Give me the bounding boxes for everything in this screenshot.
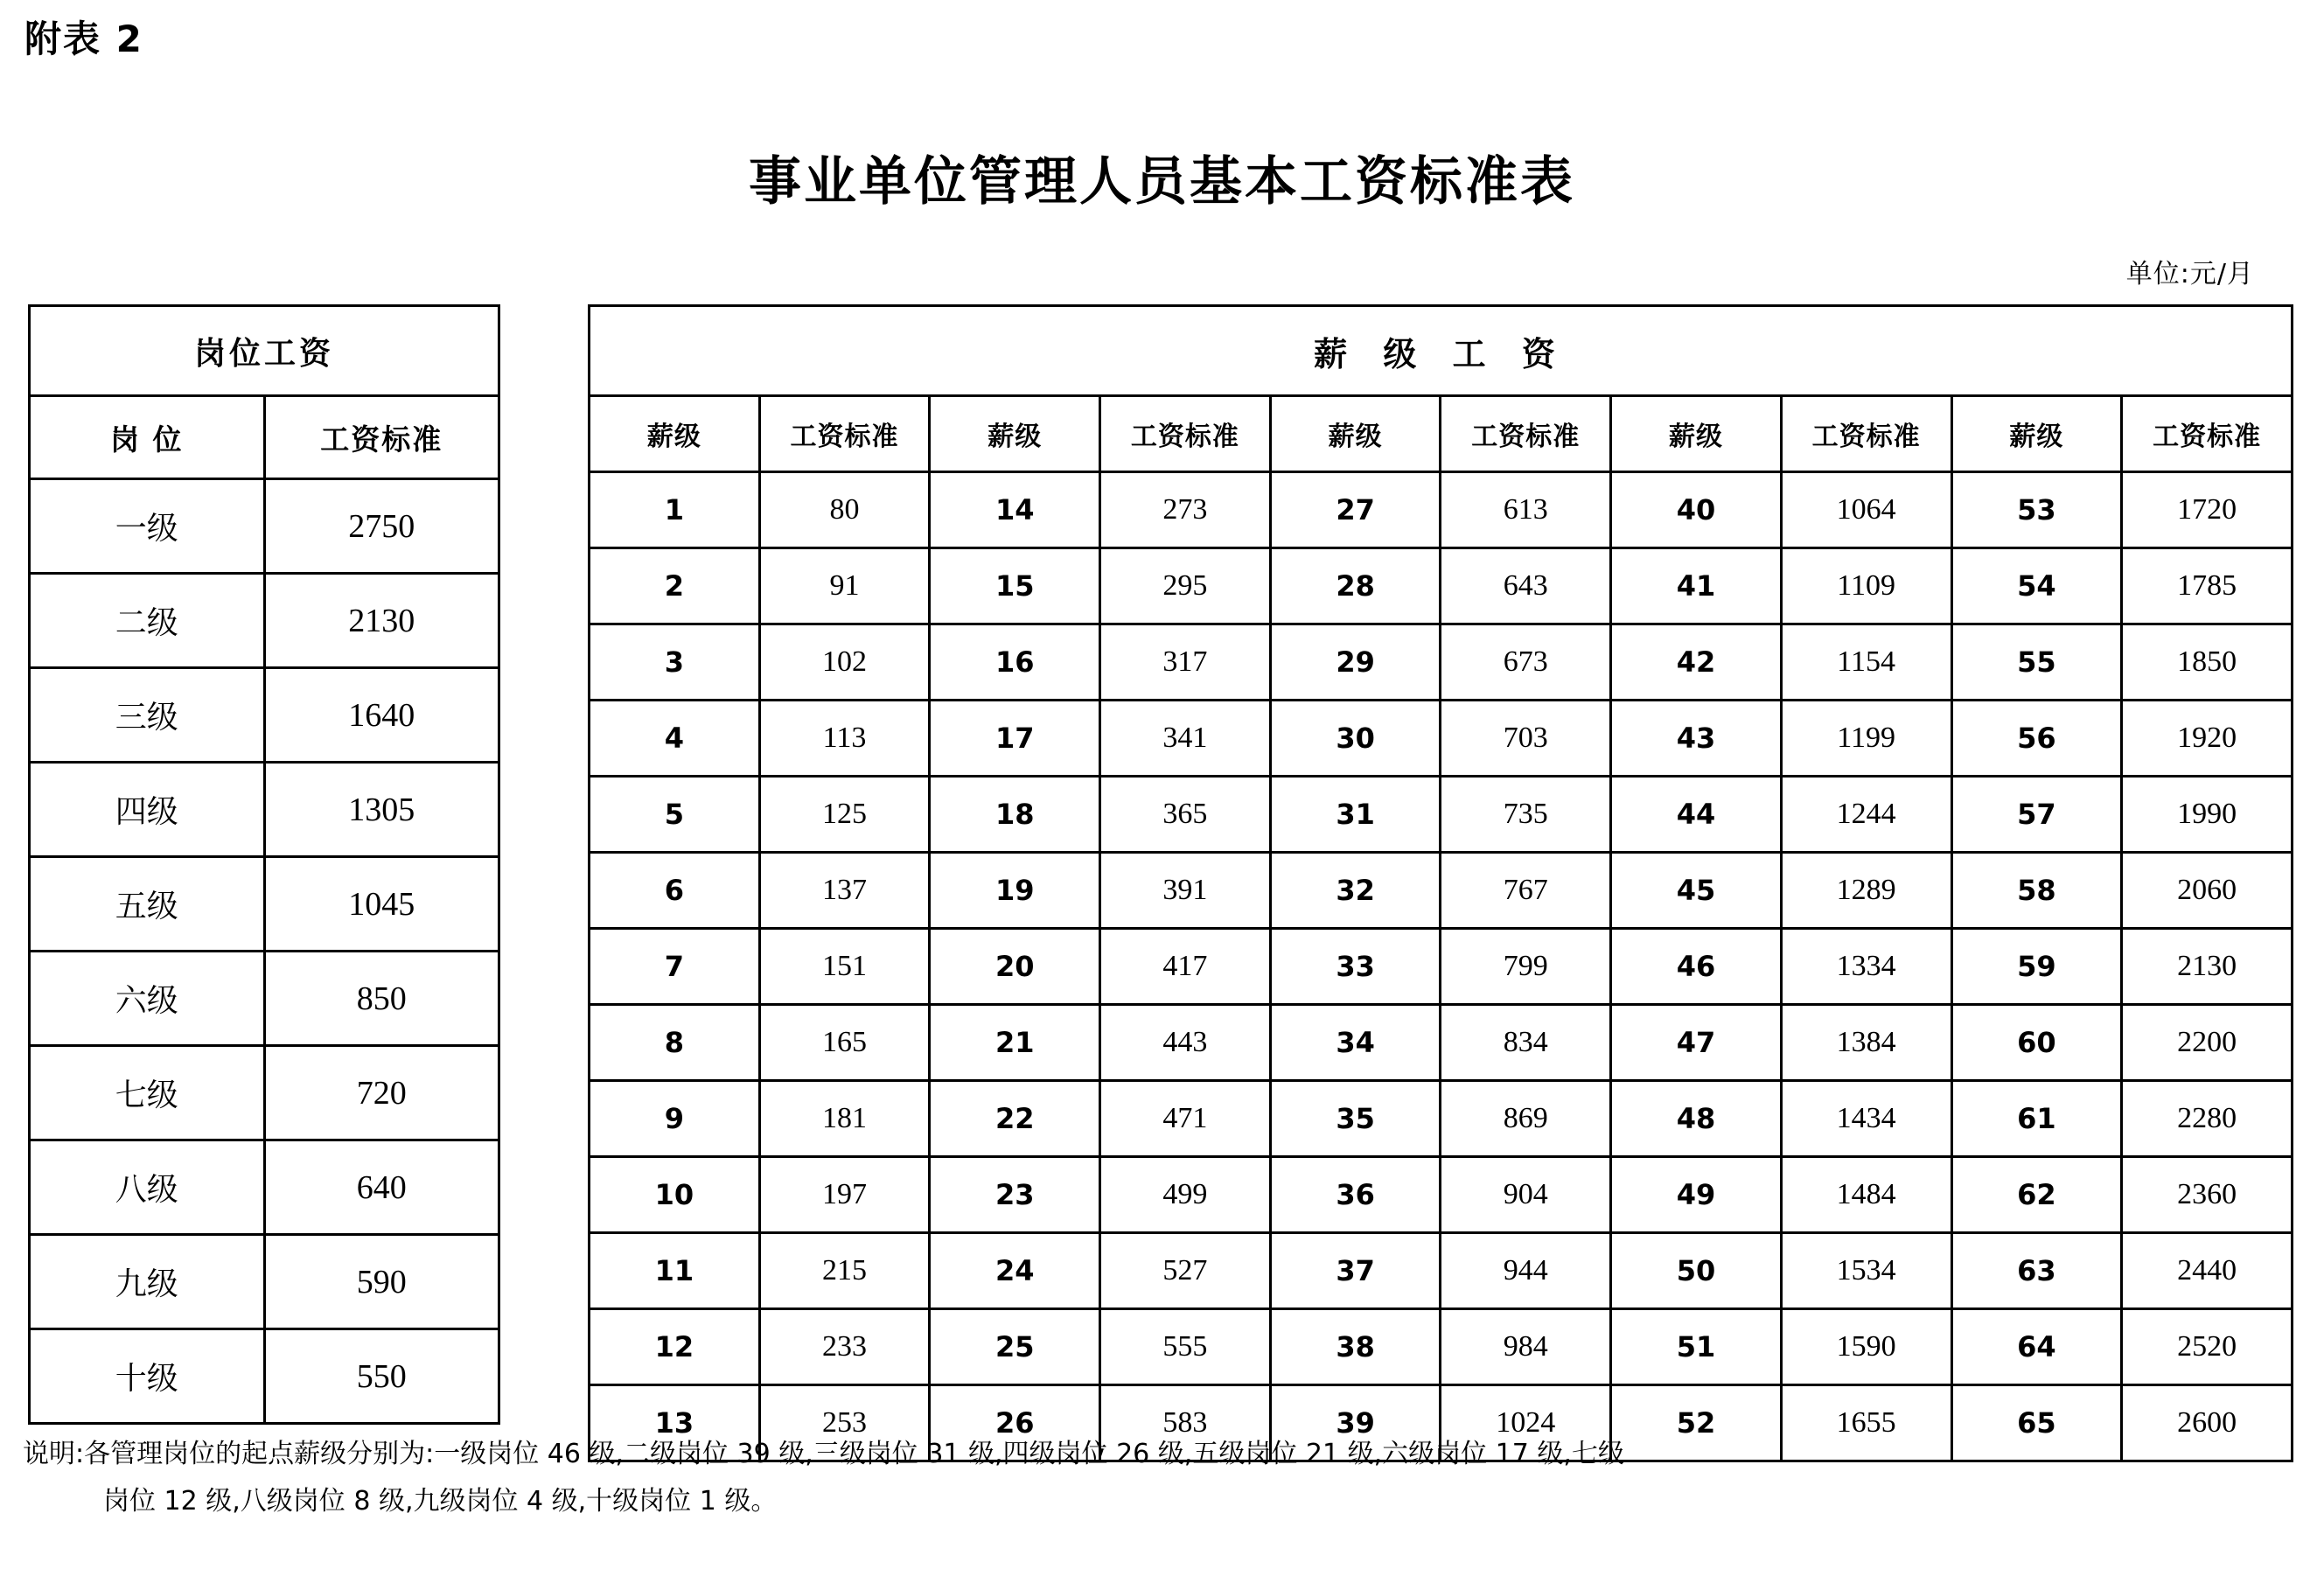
rank-salary-cell: 1244 bbox=[1781, 777, 1951, 853]
table-row bbox=[590, 548, 2293, 624]
post-salary-cell: 2750 bbox=[264, 479, 499, 574]
rank-salary-cell: 443 bbox=[1100, 1005, 1271, 1081]
rank-salary-cell: 181 bbox=[759, 1081, 930, 1157]
rank-grade-cell: 58 bbox=[1951, 853, 2122, 929]
rank-salary-cell: 365 bbox=[1100, 777, 1271, 853]
rank-salary-cell: 317 bbox=[1100, 624, 1271, 701]
rank-table-title-row bbox=[590, 306, 2293, 396]
rank-grade-cell: 32 bbox=[1270, 853, 1441, 929]
rank-salary-cell: 583 bbox=[1100, 1385, 1271, 1461]
table-row bbox=[590, 1233, 2293, 1309]
rank-grade-cell: 50 bbox=[1611, 1233, 1782, 1309]
appendix-label: 附表 2 bbox=[24, 17, 143, 60]
rank-grade-cell: 15 bbox=[930, 548, 1100, 624]
rank-grade-cell: 35 bbox=[1270, 1081, 1441, 1157]
rank-grade-cell: 34 bbox=[1270, 1005, 1441, 1081]
post-salary-cell: 1045 bbox=[264, 857, 499, 952]
rank-salary-cell: 2130 bbox=[2122, 929, 2293, 1005]
table-row bbox=[590, 701, 2293, 777]
table-row bbox=[30, 952, 499, 1046]
table-row bbox=[30, 857, 499, 952]
table-row bbox=[590, 1081, 2293, 1157]
rank-salary-cell: 1154 bbox=[1781, 624, 1951, 701]
rank-grade-cell: 40 bbox=[1611, 472, 1782, 548]
post-salary-cell: 1305 bbox=[264, 763, 499, 857]
rank-grade-cell: 5 bbox=[590, 777, 760, 853]
rank-salary-cell: 2520 bbox=[2122, 1309, 2293, 1385]
rank-grade-cell: 9 bbox=[590, 1081, 760, 1157]
rank-grade-cell: 25 bbox=[930, 1309, 1100, 1385]
rank-salary-cell: 417 bbox=[1100, 929, 1271, 1005]
rank-grade-cell: 16 bbox=[930, 624, 1100, 701]
rank-grade-cell: 41 bbox=[1611, 548, 1782, 624]
table-row bbox=[30, 1329, 499, 1424]
rank-grade-cell: 38 bbox=[1270, 1309, 1441, 1385]
post-level-cell: 八级 bbox=[30, 1140, 265, 1235]
post-level-cell: 一级 bbox=[30, 479, 265, 574]
rank-salary-cell: 2600 bbox=[2122, 1385, 2293, 1461]
rank-grade-cell: 45 bbox=[1611, 853, 1782, 929]
post-salary-table bbox=[28, 304, 500, 1425]
rank-grade-cell: 52 bbox=[1611, 1385, 1782, 1461]
rank-grade-cell: 47 bbox=[1611, 1005, 1782, 1081]
rank-salary-cell: 165 bbox=[759, 1005, 930, 1081]
rank-grade-cell: 31 bbox=[1270, 777, 1441, 853]
rank-salary-cell: 295 bbox=[1100, 548, 1271, 624]
rank-grade-cell: 53 bbox=[1951, 472, 2122, 548]
post-salary-cell: 590 bbox=[264, 1235, 499, 1329]
rank-grade-cell: 36 bbox=[1270, 1157, 1441, 1233]
rank-grade-column-header: 薪级 bbox=[1951, 396, 2122, 472]
rank-salary-cell: 1064 bbox=[1781, 472, 1951, 548]
post-column-header: 岗 位 bbox=[30, 396, 265, 479]
rank-grade-cell: 57 bbox=[1951, 777, 2122, 853]
rank-grade-cell: 65 bbox=[1951, 1385, 2122, 1461]
rank-table-title: 薪 级 工 资 bbox=[590, 306, 2293, 396]
post-salary-cell: 1640 bbox=[264, 668, 499, 763]
footnote-line-1: 说明:各管理岗位的起点薪级分别为:一级岗位 46 级,二级岗位 39 级,三级岗位 31 级,四级岗位 26 级,五级岗位 21 级,六级岗位 17 级,七级 bbox=[23, 1439, 1624, 1469]
rank-salary-cell: 944 bbox=[1441, 1233, 1611, 1309]
rank-salary-table-container bbox=[588, 304, 2293, 1462]
rank-salary-cell: 834 bbox=[1441, 1005, 1611, 1081]
rank-salary-cell: 1024 bbox=[1441, 1385, 1611, 1461]
post-salary-cell: 850 bbox=[264, 952, 499, 1046]
post-table-title-row bbox=[30, 306, 499, 396]
rank-salary-cell: 735 bbox=[1441, 777, 1611, 853]
rank-grade-cell: 63 bbox=[1951, 1233, 2122, 1309]
rank-salary-cell: 125 bbox=[759, 777, 930, 853]
rank-grade-cell: 61 bbox=[1951, 1081, 2122, 1157]
rank-grade-cell: 7 bbox=[590, 929, 760, 1005]
rank-salary-cell: 703 bbox=[1441, 701, 1611, 777]
rank-value-column-header: 工资标准 bbox=[1100, 396, 1271, 472]
rank-grade-cell: 39 bbox=[1270, 1385, 1441, 1461]
rank-salary-cell: 273 bbox=[1100, 472, 1271, 548]
table-row bbox=[590, 1157, 2293, 1233]
rank-grade-cell: 46 bbox=[1611, 929, 1782, 1005]
rank-salary-cell: 1484 bbox=[1781, 1157, 1951, 1233]
rank-value-column-header: 工资标准 bbox=[2122, 396, 2293, 472]
rank-grade-cell: 33 bbox=[1270, 929, 1441, 1005]
rank-grade-cell: 13 bbox=[590, 1385, 760, 1461]
rank-salary-cell: 391 bbox=[1100, 853, 1271, 929]
rank-salary-cell: 253 bbox=[759, 1385, 930, 1461]
rank-grade-cell: 3 bbox=[590, 624, 760, 701]
unit-note: 单位:元/月 bbox=[2125, 259, 2254, 289]
rank-grade-cell: 22 bbox=[930, 1081, 1100, 1157]
post-value-column-header: 工资标准 bbox=[264, 396, 499, 479]
rank-grade-cell: 23 bbox=[930, 1157, 1100, 1233]
rank-salary-cell: 499 bbox=[1100, 1157, 1271, 1233]
rank-grade-cell: 6 bbox=[590, 853, 760, 929]
post-level-cell: 四级 bbox=[30, 763, 265, 857]
rank-salary-cell: 137 bbox=[759, 853, 930, 929]
rank-grade-cell: 64 bbox=[1951, 1309, 2122, 1385]
rank-salary-cell: 1384 bbox=[1781, 1005, 1951, 1081]
rank-salary-cell: 1534 bbox=[1781, 1233, 1951, 1309]
rank-grade-cell: 18 bbox=[930, 777, 1100, 853]
rank-grade-cell: 8 bbox=[590, 1005, 760, 1081]
rank-grade-column-header: 薪级 bbox=[590, 396, 760, 472]
post-level-cell: 九级 bbox=[30, 1235, 265, 1329]
rank-grade-cell: 55 bbox=[1951, 624, 2122, 701]
table-row bbox=[30, 1235, 499, 1329]
rank-salary-cell: 1850 bbox=[2122, 624, 2293, 701]
rank-salary-cell: 341 bbox=[1100, 701, 1271, 777]
rank-salary-cell: 1199 bbox=[1781, 701, 1951, 777]
table-row bbox=[590, 853, 2293, 929]
post-level-cell: 三级 bbox=[30, 668, 265, 763]
rank-grade-cell: 28 bbox=[1270, 548, 1441, 624]
rank-salary-cell: 233 bbox=[759, 1309, 930, 1385]
table-row bbox=[590, 1309, 2293, 1385]
rank-salary-cell: 2060 bbox=[2122, 853, 2293, 929]
rank-grade-cell: 30 bbox=[1270, 701, 1441, 777]
post-level-cell: 五级 bbox=[30, 857, 265, 952]
rank-salary-cell: 1289 bbox=[1781, 853, 1951, 929]
rank-salary-cell: 215 bbox=[759, 1233, 930, 1309]
post-level-cell: 十级 bbox=[30, 1329, 265, 1424]
rank-salary-cell: 80 bbox=[759, 472, 930, 548]
rank-value-column-header: 工资标准 bbox=[759, 396, 930, 472]
table-row bbox=[590, 777, 2293, 853]
rank-salary-cell: 2280 bbox=[2122, 1081, 2293, 1157]
post-salary-cell: 2130 bbox=[264, 574, 499, 668]
footnote-line-2: 岗位 12 级,八级岗位 8 级,九级岗位 4 级,十级岗位 1 级。 bbox=[103, 1486, 778, 1517]
post-salary-table-container bbox=[28, 304, 500, 1425]
rank-value-column-header: 工资标准 bbox=[1441, 396, 1611, 472]
rank-grade-cell: 26 bbox=[930, 1385, 1100, 1461]
rank-salary-cell: 2200 bbox=[2122, 1005, 2293, 1081]
table-row bbox=[590, 1005, 2293, 1081]
rank-salary-cell: 984 bbox=[1441, 1309, 1611, 1385]
table-row bbox=[30, 574, 499, 668]
post-level-cell: 六级 bbox=[30, 952, 265, 1046]
rank-salary-cell: 1590 bbox=[1781, 1309, 1951, 1385]
rank-salary-cell: 527 bbox=[1100, 1233, 1271, 1309]
rank-grade-cell: 56 bbox=[1951, 701, 2122, 777]
rank-salary-cell: 197 bbox=[759, 1157, 930, 1233]
rank-grade-cell: 59 bbox=[1951, 929, 2122, 1005]
rank-salary-cell: 1655 bbox=[1781, 1385, 1951, 1461]
rank-grade-cell: 60 bbox=[1951, 1005, 2122, 1081]
rank-grade-cell: 19 bbox=[930, 853, 1100, 929]
table-row bbox=[590, 624, 2293, 701]
rank-salary-cell: 113 bbox=[759, 701, 930, 777]
rank-grade-cell: 48 bbox=[1611, 1081, 1782, 1157]
table-row bbox=[30, 668, 499, 763]
post-level-cell: 二级 bbox=[30, 574, 265, 668]
table-row bbox=[30, 1046, 499, 1140]
rank-grade-column-header: 薪级 bbox=[1270, 396, 1441, 472]
post-table-title: 岗位工资 bbox=[30, 306, 499, 396]
rank-grade-cell: 21 bbox=[930, 1005, 1100, 1081]
rank-salary-cell: 2440 bbox=[2122, 1233, 2293, 1309]
rank-grade-cell: 54 bbox=[1951, 548, 2122, 624]
rank-grade-cell: 37 bbox=[1270, 1233, 1441, 1309]
rank-salary-cell: 555 bbox=[1100, 1309, 1271, 1385]
post-salary-cell: 550 bbox=[264, 1329, 499, 1424]
rank-salary-cell: 1920 bbox=[2122, 701, 2293, 777]
post-salary-cell: 720 bbox=[264, 1046, 499, 1140]
rank-grade-cell: 29 bbox=[1270, 624, 1441, 701]
rank-salary-cell: 1334 bbox=[1781, 929, 1951, 1005]
rank-grade-cell: 4 bbox=[590, 701, 760, 777]
rank-grade-cell: 62 bbox=[1951, 1157, 2122, 1233]
rank-salary-cell: 471 bbox=[1100, 1081, 1271, 1157]
rank-salary-cell: 102 bbox=[759, 624, 930, 701]
rank-salary-cell: 1109 bbox=[1781, 548, 1951, 624]
rank-grade-column-header: 薪级 bbox=[930, 396, 1100, 472]
rank-value-column-header: 工资标准 bbox=[1781, 396, 1951, 472]
rank-salary-cell: 151 bbox=[759, 929, 930, 1005]
rank-grade-column-header: 薪级 bbox=[1611, 396, 1782, 472]
rank-salary-cell: 1720 bbox=[2122, 472, 2293, 548]
rank-salary-cell: 91 bbox=[759, 548, 930, 624]
footnote bbox=[23, 1431, 2297, 1525]
rank-salary-cell: 1434 bbox=[1781, 1081, 1951, 1157]
rank-grade-cell: 42 bbox=[1611, 624, 1782, 701]
rank-grade-cell: 2 bbox=[590, 548, 760, 624]
table-row bbox=[30, 1140, 499, 1235]
rank-salary-cell: 643 bbox=[1441, 548, 1611, 624]
rank-grade-cell: 17 bbox=[930, 701, 1100, 777]
rank-salary-cell: 1785 bbox=[2122, 548, 2293, 624]
rank-salary-cell: 869 bbox=[1441, 1081, 1611, 1157]
rank-salary-cell: 767 bbox=[1441, 853, 1611, 929]
rank-grade-cell: 10 bbox=[590, 1157, 760, 1233]
rank-grade-cell: 24 bbox=[930, 1233, 1100, 1309]
rank-grade-cell: 44 bbox=[1611, 777, 1782, 853]
rank-grade-cell: 14 bbox=[930, 472, 1100, 548]
rank-salary-table bbox=[588, 304, 2293, 1462]
rank-salary-cell: 1990 bbox=[2122, 777, 2293, 853]
rank-grade-cell: 27 bbox=[1270, 472, 1441, 548]
table-row bbox=[590, 929, 2293, 1005]
post-table-header-row bbox=[30, 396, 499, 479]
rank-salary-cell: 673 bbox=[1441, 624, 1611, 701]
rank-salary-cell: 2360 bbox=[2122, 1157, 2293, 1233]
rank-grade-cell: 12 bbox=[590, 1309, 760, 1385]
rank-grade-cell: 11 bbox=[590, 1233, 760, 1309]
rank-grade-cell: 20 bbox=[930, 929, 1100, 1005]
rank-table-header-row bbox=[590, 396, 2293, 472]
rank-grade-cell: 51 bbox=[1611, 1309, 1782, 1385]
table-row bbox=[590, 472, 2293, 548]
page-title: 事业单位管理人员基本工资标准表 bbox=[749, 151, 1575, 213]
rank-grade-cell: 1 bbox=[590, 472, 760, 548]
rank-salary-cell: 799 bbox=[1441, 929, 1611, 1005]
post-salary-cell: 640 bbox=[264, 1140, 499, 1235]
table-row bbox=[30, 479, 499, 574]
rank-grade-cell: 49 bbox=[1611, 1157, 1782, 1233]
table-row bbox=[30, 763, 499, 857]
rank-grade-cell: 43 bbox=[1611, 701, 1782, 777]
rank-salary-cell: 904 bbox=[1441, 1157, 1611, 1233]
rank-salary-cell: 613 bbox=[1441, 472, 1611, 548]
post-level-cell: 七级 bbox=[30, 1046, 265, 1140]
